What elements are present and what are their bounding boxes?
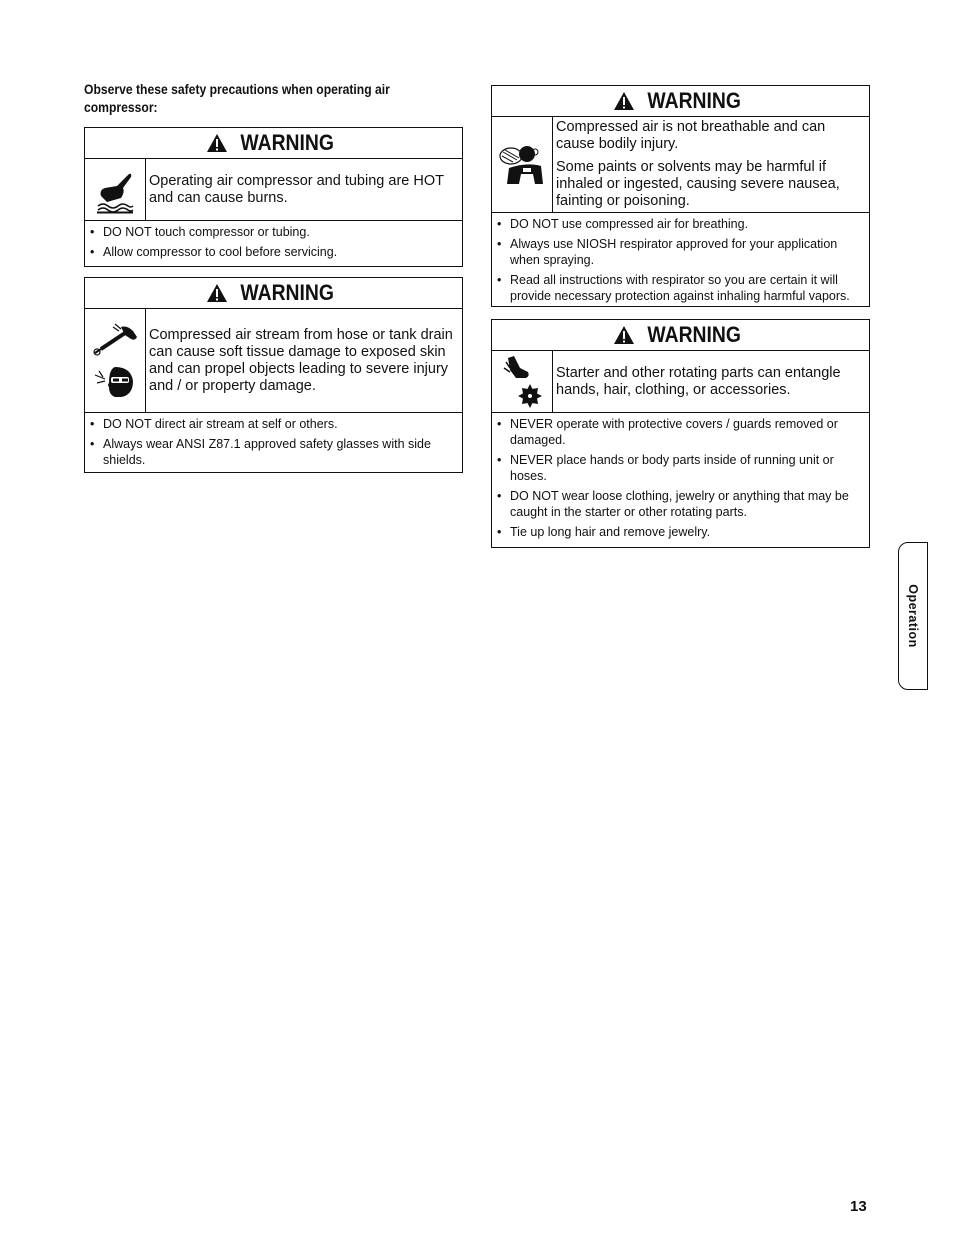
list-item: • DO NOT touch compressor or tubing. [89, 224, 454, 240]
warning-message [146, 159, 462, 220]
warning-title: WARNING [647, 322, 742, 347]
precaution-list [492, 413, 869, 544]
warning-box-air-stream [84, 277, 463, 473]
warning-triangle-icon [206, 133, 228, 153]
warning-message [146, 309, 462, 412]
warning-triangle-icon [613, 91, 635, 111]
hot-surface-burn-icon [95, 166, 135, 214]
warning-box-hot-surface [84, 127, 463, 267]
warning-message-text: Starter and other rotating parts can entangle hands, hair, clothing, or accessories. [556, 364, 841, 398]
list-item: • Tie up long hair and remove jewelry. [496, 524, 861, 540]
warning-triangle-icon [206, 283, 228, 303]
list-item: • Read all instructions with respirator so you are certain it will provide necessary protection against inhaling harmful vapors. [496, 272, 861, 304]
intro-heading: Observe these safety precautions when operating air compressor: [84, 82, 390, 115]
page-number: 13 [850, 1198, 867, 1215]
warning-title: WARNING [647, 88, 742, 113]
warning-message-text: Compressed air is not breathable and can cause bodily injury. [556, 119, 826, 152]
warning-title: WARNING [240, 280, 335, 305]
warning-header [492, 86, 869, 117]
rotating-parts-entangle-icon [500, 354, 544, 410]
icon-cell [492, 117, 553, 212]
respirator-fumes-icon [497, 144, 547, 186]
warning-message-text: Some paints or solvents may be harmful if inhaled or ingested, causing severe nausea, fainting or poisoning. [556, 159, 840, 209]
warning-message-text: Compressed air stream from hose or tank drain can cause soft tissue damage to exposed skin and can propel objects leading to severe injury and / or property damage. [149, 326, 453, 394]
warning-message [553, 351, 869, 412]
warning-triangle-icon [613, 325, 635, 345]
warning-box-breathing [491, 85, 870, 307]
list-item: • Always wear ANSI Z87.1 approved safety glasses with side shields. [89, 436, 454, 468]
warning-header [85, 128, 462, 159]
list-item: • DO NOT wear loose clothing, jewelry or anything that may be caught in the starter or other rotating parts. [496, 488, 861, 520]
warning-header [492, 320, 869, 351]
safety-glasses-face-icon [91, 365, 139, 399]
icon-cell [85, 309, 146, 412]
icon-cell [492, 351, 553, 412]
list-item: • Always use NIOSH respirator approved for your application when spraying. [496, 236, 861, 268]
precaution-list [492, 213, 869, 308]
warning-message-text: Operating air compressor and tubing are HOT and can cause burns. [149, 172, 444, 206]
list-item: • NEVER operate with protective covers / guards removed or damaged. [496, 416, 861, 448]
list-item: • DO NOT direct air stream at self or others. [89, 416, 454, 432]
warning-title: WARNING [240, 130, 335, 155]
list-item: • DO NOT use compressed air for breathing. [496, 216, 861, 232]
precaution-list [85, 413, 462, 472]
icon-cell [85, 159, 146, 220]
air-nozzle-blast-icon [91, 323, 139, 357]
warning-header [85, 278, 462, 309]
section-tab-operation[interactable] [898, 542, 928, 690]
warning-message [553, 117, 869, 212]
section-tab-label: Operation [906, 584, 920, 648]
list-item: • Allow compressor to cool before servicing. [89, 244, 454, 260]
precaution-list [85, 221, 462, 264]
warning-box-rotating-parts [491, 319, 870, 548]
list-item: • NEVER place hands or body parts inside of running unit or hoses. [496, 452, 861, 484]
